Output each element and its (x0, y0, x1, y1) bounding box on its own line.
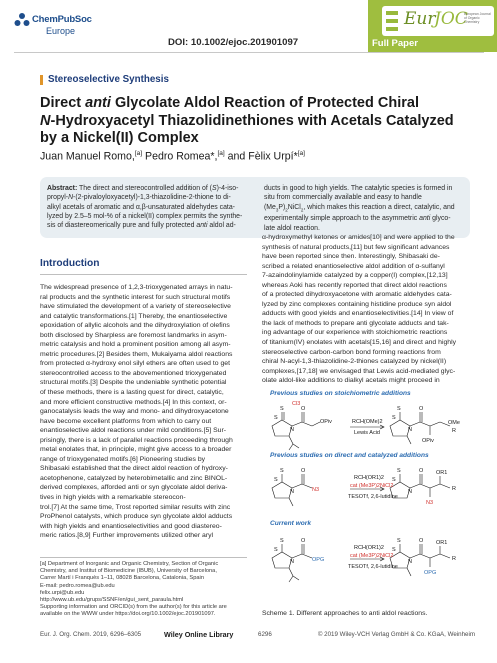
abstract-line: $(Me_3P)_2NiCl_2$, which makes this reaction a direct, catalytic, and (264, 203, 455, 213)
page-footer (40, 631, 475, 641)
footnote-line: Chemistry, and Institut of Biomedicine (IBUB), University of Barcelona, (40, 568, 217, 575)
atom-label: O (419, 468, 424, 474)
atom-label: N (408, 489, 412, 495)
page-number: 6296 (258, 631, 272, 638)
scheme-row-stoichiometric-labels (274, 401, 460, 444)
atom-label: R (452, 556, 456, 562)
abstract-line: lyzed by 2.5–5 mol-% of a nickel(II) complex permits the synthe- (47, 213, 243, 221)
atom-label: OR1 (436, 470, 448, 476)
body-line: have become excellent platforms from which to carry out (40, 417, 212, 425)
body-line: acetophenone, catalyzed by heterobimetallic and zinc BINOL- (40, 474, 228, 482)
body-line: from protected α-hydroxy enol silyl ethers are often used to get (40, 360, 230, 368)
atom-label: R (452, 486, 456, 492)
body-line: ganocatalysis leads the way and mono- and dihydroxyacetone (40, 408, 229, 416)
article-type: Full Paper (372, 38, 418, 49)
scheme-row-catalyzed-labels (274, 468, 456, 506)
reagent-bottom: Lewis Acid (354, 430, 380, 436)
abstract-line: experimentally simple approach to the asymmetric anti glyco- (264, 215, 451, 223)
atom-label: S (280, 538, 284, 544)
body-column-right (262, 233, 472, 386)
scheme-drawing (262, 390, 477, 605)
body-line: α-hydroxymethyl ketones or amides[10] and were applied to the (262, 234, 455, 241)
publisher-subtitle: Europe (46, 26, 76, 36)
footnote-email[interactable]: felix.urpi@ub.edu (40, 589, 85, 596)
atom-label: S (274, 547, 278, 553)
section-label: Stereoselective Synthesis (48, 74, 169, 85)
atom-label: S (274, 477, 278, 483)
article-doi[interactable]: DOI: 10.1002/ejoc.201901097 (168, 37, 299, 48)
abstract-line: situ from commercially available and easy to handle (264, 194, 422, 202)
atom-label: O (301, 468, 306, 474)
body-line: stereocontrolled access to the abovementioned trioxygenated (40, 369, 227, 377)
atom-label: S (397, 406, 401, 412)
body-line: ProPhenol catalysts, which produce syn glycolate aldol adducts (40, 513, 233, 521)
header-divider (14, 52, 484, 53)
scheme-subtitle-stoichiometric: Previous studies on stoichiometric additions (270, 390, 411, 397)
reagent-top: RCH(OMe)2 (352, 419, 383, 425)
article-title: Direct anti Glycolate Aldol Reaction of Protected Chiral N-Hydroxyacetyl Thiazolidinethiones with Acetals Catalyzed by a Nickel(II) Complex (40, 95, 454, 146)
atom-label: OPiv (320, 419, 332, 425)
body-line: trol.[7] At the same time, Trost reported similar results with zinc (40, 503, 231, 511)
atom-label: OPG (312, 557, 325, 563)
body-line: synthesis of natural products,[11] but few significant advances (262, 243, 450, 251)
body-line: olate aldol-like additions to dialkyl acetals might proceed in (262, 377, 440, 385)
body-line: the lack of methods to prepare anti glycolate adducts and tak- (262, 319, 449, 327)
footnote-line: [a] Department of Inorganic and Organic Chemistry, Section of Organic (40, 561, 219, 567)
footnote-divider (40, 557, 247, 558)
atom-label: S (392, 477, 396, 483)
atom-label: S (274, 415, 278, 421)
author-affiliation: [a] (134, 150, 143, 157)
body-line: lyzed by zinc complexes containing histidine produce syn aldol (262, 300, 452, 308)
atom-label: N (290, 489, 294, 495)
journal-logo-tagline: European Journal of Organic Chemistry (464, 12, 491, 24)
body-line: have stimulated the development of a variety of stereoselective (40, 303, 231, 311)
atom-label: Cl3 (292, 401, 301, 407)
reagent-mid: cat (Me3P)2NiCl2 (350, 483, 394, 489)
author-name[interactable]: Pedro Romea*, (145, 150, 218, 163)
publisher-logo (14, 12, 124, 48)
body-line: and more efficient constructive methods.[4] In this context, or- (40, 398, 227, 406)
abstract-column-left (47, 184, 249, 231)
body-line: and catalytic transformations.[1] Thereby, the enantioselective (40, 312, 228, 320)
reagent-mid: cat (Me3P)2NiCl2 (350, 553, 394, 559)
body-line: both disclosed by Sharpless are foremost landmarks in asym- (40, 331, 227, 339)
atom-label: R (452, 428, 456, 434)
author-name[interactable]: Juan Manuel Romo, (40, 150, 135, 163)
introduction-heading: Introduction (40, 258, 100, 269)
body-line: structural motifs.[3] Despite the undeniable synthetic potential (40, 379, 227, 387)
abstract-line: Abstract: The direct and stereocontrolled addition of (S)-4-iso- (47, 185, 239, 192)
abstract-line: propyl-N-(2-pivaloyloxyacetyl)-1,3-thiazolidine-2-thione to di- (47, 194, 231, 202)
atom-label: N (408, 427, 412, 433)
journal-stripe-icon (386, 11, 398, 31)
journal-logo (382, 6, 494, 36)
footnote-url[interactable]: http://www.ub.edu/grups/SSNF/en/gui_sent_paraula.html (40, 597, 184, 604)
atom-label: S (392, 415, 396, 421)
atom-label: S (280, 468, 284, 474)
abstract-column-right (264, 184, 464, 233)
body-line: ing advantage of our experience with stoichiometric reactions (262, 329, 448, 337)
copyright-notice: © 2019 Wiley-VCH Verlag GmbH & Co. KGaA, Weinheim (317, 631, 475, 638)
reagent-bottom: TESOTf, 2,6-lutidine (348, 564, 398, 570)
atom-label: S (280, 406, 284, 412)
section-marker (40, 75, 43, 85)
body-line: metric catalysis and hold a prominent position among all asym- (40, 341, 231, 349)
atom-label: O (301, 406, 306, 412)
body-line: metal enolates that, in principle, might give access to a broader (40, 446, 232, 454)
body-line: prisingly, there is a lack of parallel reactions proceeding through (40, 436, 233, 444)
body-line: of these methods, there is a lasting quest for direct, catalytic, (40, 389, 224, 397)
wiley-online-library-link[interactable]: Wiley Online Library (164, 630, 234, 639)
atom-label: S (397, 538, 401, 544)
body-line: Shibasaki established that the direct aldol reaction of hydroxy- (40, 465, 228, 473)
body-line: 7-azaindolinylamide catalyzed by a copper(I) complex,[12,13] (262, 272, 448, 280)
chempubsoc-icon (14, 12, 30, 30)
body-line: enantioselective aldol reactions under mild conditions.[5] Sur- (40, 427, 227, 435)
atom-label: N (290, 559, 294, 565)
atom-label: S (397, 468, 401, 474)
footnote-line: Carrer Martí i Franquès 1–11, 08028 Barcelona, Catalonia, Spain (40, 575, 204, 582)
body-column-left (40, 283, 248, 541)
body-line: stereoselective carbon-carbon bond forming reactions from (262, 348, 441, 356)
footnote-line: Supporting information and ORCID(s) from the author(s) for this article are (40, 604, 227, 611)
atom-label: OMe (448, 420, 460, 426)
scheme-1 (262, 390, 477, 605)
atom-label: OPG (424, 570, 437, 576)
body-line: of titanium(IV) enolates with acetals[15,16] and direct and highly (262, 339, 457, 347)
atom-label: OPiv (422, 438, 434, 444)
body-line: of a protected dihydroxyacetone with aromatic aldehydes cata- (262, 291, 452, 299)
reagent-top: RCH(OR1)2 (354, 545, 384, 551)
scheme-subtitle-current: Current work (270, 520, 312, 527)
atom-label: N3 (426, 500, 434, 506)
journal-logo-joc: JOC (434, 9, 468, 29)
footnote-url[interactable]: available on the WWW under https://doi.org/10.1002/ejoc.201901097. (40, 611, 216, 618)
body-line: complexes,[17,18] we envisaged that Lewis acid-mediated glyc- (262, 367, 456, 375)
affiliation-footnotes (40, 561, 250, 619)
author-name[interactable]: and Fèlix Urpí* (227, 150, 298, 163)
author-list (40, 150, 470, 163)
footnote-email[interactable]: E-mail: pedro.romea@ub.edu (40, 582, 115, 589)
body-line: whereas Aoki has recently reported that direct aldol reactions (262, 281, 447, 289)
body-line: chiral N-acyl-1,3-thiazolidine-2-thiones catalyzed by nickel(II) (262, 358, 447, 366)
scheme-row-current-labels (274, 538, 456, 576)
atom-label: N (290, 427, 294, 433)
abstract-line: ducts in good to high yields. The catalytic species is formed in (264, 185, 453, 192)
journal-citation: Eur. J. Org. Chem. 2019, 6296–6305 (40, 631, 142, 638)
body-line: scribed a related enantioselective aldol addition of α-sulfanyl (262, 262, 445, 270)
scheme-subtitle-catalyzed: Previous studies on direct and catalyzed additions (270, 452, 429, 459)
reagent-bottom: TESOTf, 2,6-lutidine (348, 494, 398, 500)
abstract-line: sis of diastereomerically pure and fully protected anti aldol ad- (47, 222, 236, 230)
abstract (40, 177, 470, 238)
atom-label: O (419, 538, 424, 544)
scheme-caption: Scheme 1. Different approaches to anti aldol reactions. (262, 610, 428, 617)
body-line: derived complexes, afforded anti or syn glycolate aldol deriva- (40, 484, 228, 492)
abstract-line: alkyl acetals of aromatic and α,β-unsaturated aldehydes cata- (47, 203, 235, 211)
author-affiliation: [a] (217, 150, 225, 157)
body-line: metric procedures.[2] Besides them, Mukaiyama aldol reactions (40, 350, 233, 358)
introduction-divider (40, 274, 247, 275)
atom-label: O (301, 538, 306, 544)
body-line: ral products and the synthetic interest for such structural motifs (40, 293, 231, 301)
atom-label: OR1 (436, 540, 448, 546)
body-line: adducts with good yields and enantioselectivities.[14] In view of (262, 310, 454, 318)
body-line: The widespread presence of 1,2,3-trioxygenated arrays in natu- (40, 284, 233, 291)
journal-logo-eur: Eur (404, 9, 436, 29)
body-line: range of trioxygenated motifs.[6] Pioneering studies by (40, 455, 206, 463)
body-line: tives in high yields with a remarkable stereocon- (40, 494, 186, 502)
reagent-top: RCH(OR1)2 (354, 475, 384, 481)
body-line: have been reported since then. Interestingly, Shibasaki de- (262, 253, 440, 261)
atom-label: N (408, 559, 412, 565)
atom-label: O (419, 406, 424, 412)
body-line: epoxidation of allylic alcohols and the dihydroxylation of olefins (40, 322, 230, 330)
author-affiliation: [a] (297, 150, 305, 157)
abstract-line: late aldol reaction. (264, 224, 320, 232)
publisher-name: ChemPubSoc (32, 14, 92, 25)
atom-label: S (392, 547, 396, 553)
body-line: meric ratios.[8,9] Further improvements utilized other aryl (40, 532, 214, 540)
atom-label: N3 (312, 487, 320, 493)
body-line: with high yields and enantioselectivities and good diastereo- (40, 522, 222, 530)
